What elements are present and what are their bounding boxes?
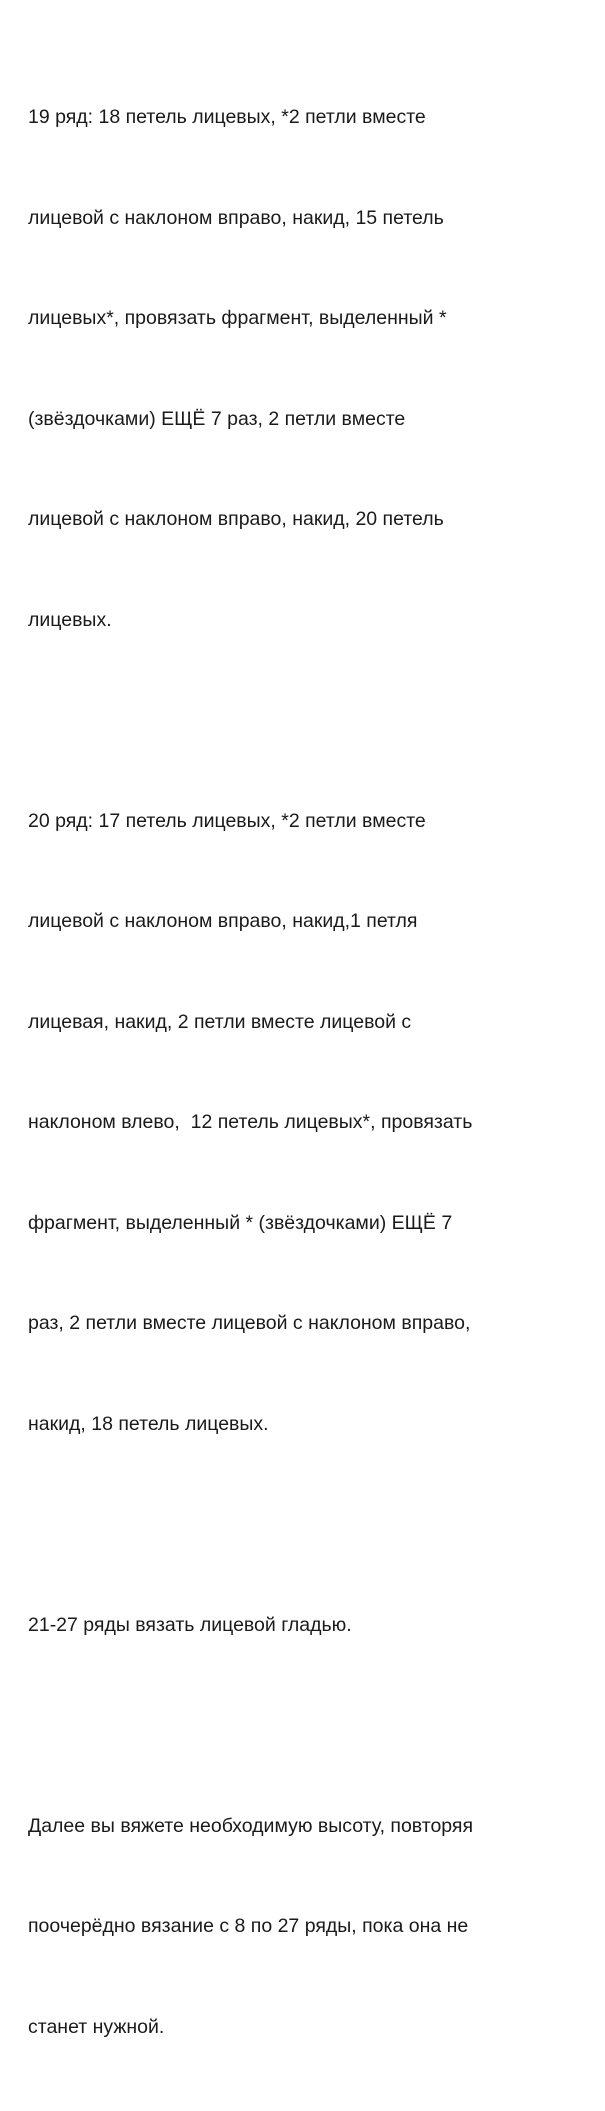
paragraph-rows-21-27 [28,1542,585,1710]
text-line: лицевой с наклоном вправо, накид,1 петля [28,905,585,939]
text-line: поочерёдно вязание с 8 по 27 ряды, пока она не [28,1910,585,1944]
paragraph-gap [28,704,585,738]
text-line: раз, 2 петли вместе лицевой с наклоном вправо, [28,1307,585,1341]
text-line: наклоном влево, 12 петель лицевых*, провязать [28,1106,585,1140]
paragraph-gap [28,1508,585,1542]
text-line: (звёздочками) ЕЩЁ 7 раз, 2 петли вместе [28,403,585,437]
text-line: фрагмент, выделенный * (звёздочками) ЕЩЁ 7 [28,1207,585,1241]
paragraph-gap [28,1709,585,1743]
text-line: лицевой с наклоном вправо, накид, 15 петель [28,202,585,236]
text-line: лицевых. [28,604,585,638]
text-line: накид, 18 петель лицевых. [28,1408,585,1442]
paragraph-row-20 [28,738,585,1509]
text-line: 21-27 ряды вязать лицевой гладью. [28,1609,585,1643]
text-line: лицевая, накид, 2 петли вместе лицевой с [28,1006,585,1040]
text-line: 19 ряд: 18 петель лицевых, *2 петли вместе [28,101,585,135]
text-line: Далее вы вяжете необходимую высоту, повторяя [28,1810,585,1844]
text-line: лицевой с наклоном вправо, накид, 20 петель [28,503,585,537]
text-line: станет нужной. [28,2011,585,2045]
paragraph-repeat-instructions [28,1743,585,2111]
document-page [0,0,605,690]
paragraph-row-19 [28,34,585,704]
text-line: лицевых*, провязать фрагмент, выделенный * [28,302,585,336]
text-line: 20 ряд: 17 петель лицевых, *2 петли вместе [28,805,585,839]
